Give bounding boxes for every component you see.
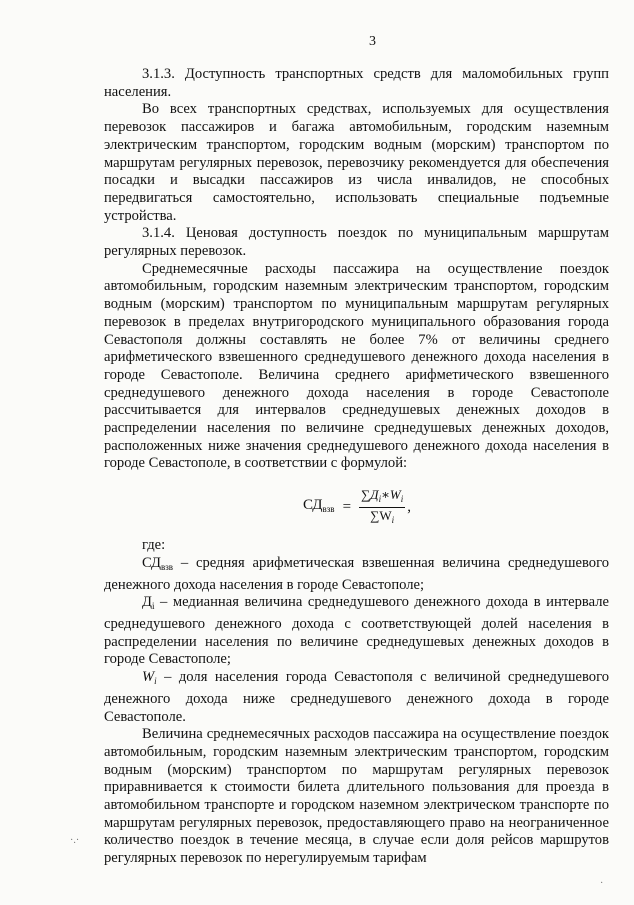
formula-trailing-comma: , [407, 498, 412, 515]
definition-d-i: $Д_i$ – медианная величина среднедушевого денежного дохода в интервале среднедушевого денежного дохода с соответствующей долей населения в распределении населения по величине среднедушевых денежных доходов в городе Севастополе; [104, 594, 609, 668]
formula-lhs: $СД_{взв}$ [303, 496, 335, 514]
formula-weighted-average [104, 485, 609, 527]
scan-speck: · [600, 878, 604, 889]
section-3-1-4-heading: 3.1.4. Ценовая доступность поездок по муниципальным маршрутам регулярных перевозок. [104, 225, 609, 260]
page-number: 3 [369, 34, 376, 49]
formula-fraction [359, 487, 405, 528]
formula-equals: = [342, 498, 352, 515]
where-label: где: [142, 537, 166, 554]
paragraph-lift-devices: Во всех транспортных средствах, используемых для осуществления перевозок пассажиров и багажа автомобильным, городским наземным электрическим транспортом, городским водным (морским) транспортом по маршрутам регулярных перевозок, перевозчику рекомендуется для обеспечения посадки и высадки пассажиров из числа инвалидов, не способных передвигаться самостоятельно, использовать специальные подъемные устройства. [104, 101, 609, 224]
scan-speck: ·.· [70, 835, 80, 846]
definition-sd-vzv: $СД_{взв}$ – средняя арифметическая взвешенная величина среднедушевого денежного дохода населения в городе Севастополе; [104, 554, 609, 593]
formula-denominator: $\sum W_i$ [370, 508, 395, 526]
formula-numerator: $\sum Д_i∗W_i$ [359, 487, 405, 508]
definition-w-i: $W_i$ – доля населения города Севастополя с величиной среднедушевого денежного дохода ниже среднедушевого денежного дохода в городе Севастополе. [104, 669, 609, 725]
document-body [104, 66, 609, 868]
paragraph-ticket-cost: Величина среднемесячных расходов пассажира на осуществление поездок автомобильным, городским наземным электрическим транспортом, городским водным (морским) транспортом по маршрутам регулярных перевозок приравнивается к стоимости билета длительного пользования для проезда в автомобильном транспорте и городском наземном электрическом транспорте по маршрутам регулярных перевозок, предоставляющего право на неограниченное количество поездок в течение месяца, в случае если доля рейсов маршрутов регулярных перевозок по нерегулируемым тарифам [104, 726, 609, 867]
section-3-1-3-heading: 3.1.3. Доступность транспортных средств для маломобильных групп населения. [104, 66, 609, 100]
paragraph-monthly-expenses: Среднемесячные расходы пассажира на осуществление поездок автомобильным, городским наземным электрическим транспортом, городским водным (морским) транспортом по муниципальным маршрутам регулярных перевозок в пределах внутригородского муниципального образования города Севастополя должны составлять не более 7% от величины среднего арифметического взвешенного среднедушевого денежного дохода населения в городе Севастополе. Величина среднего арифметического взвешенного среднедушевого денежного дохода населения в городе Севастополе рассчитывается для интервалов среднедушевых денежных доходов в распределении населения по величине среднедушевых денежных доходов, расположенных ниже значения среднедушевого денежного дохода населения в городе Севастополе, в соответствии с формулой: [104, 260, 609, 472]
